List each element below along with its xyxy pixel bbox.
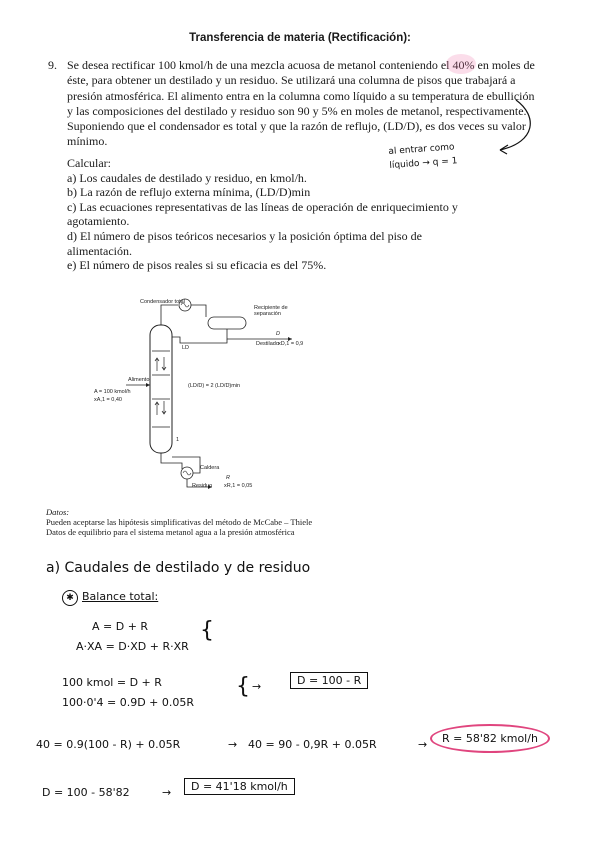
- result-oval: R = 58'82 kmol/h: [430, 724, 550, 753]
- distillate-label: Destilado: [256, 341, 279, 347]
- problem-line: presión atmosférica. El alimento entra en la columna como líquido a su temperatura de ebullición: [67, 88, 535, 103]
- problem-line: éste, para obtener un destilado y un residuo. Se utilizará una columna de pisos que trabajará a: [67, 73, 516, 88]
- column-diagram: [32, 287, 372, 542]
- margin-note-line: líquido → q = 1: [389, 156, 458, 171]
- equation: 40 = 90 - 0,9R + 0.05R: [248, 738, 377, 751]
- condenser-label: Condensador total: [140, 299, 185, 305]
- equation: 100 kmol = D + R: [62, 676, 162, 689]
- arrow-mark: →: [162, 786, 172, 799]
- page-title: Transferencia de materia (Rectificación):: [189, 32, 411, 44]
- problem-line: y las composiciones del destilado y residuo son 90 y 5% en moles de metanol, respectivamente.: [67, 103, 527, 118]
- equation: A = D + R: [92, 620, 149, 633]
- arrow-mark: →: [252, 680, 262, 693]
- arrow-mark: →: [418, 738, 428, 751]
- balance-heading-text: Balance total:: [82, 590, 159, 603]
- problem-line: Suponiendo que el condensador es total y que la razón de reflujo, (LD/D), es dos veces su valor: [67, 119, 526, 134]
- equation: 40 = 0.9(100 - R) + 0.05R: [36, 738, 181, 751]
- reboiler-label: Caldera: [200, 465, 220, 471]
- data-note-line: Datos de equilibrio para el sistema metanol agua a la presión atmosférica: [46, 527, 295, 537]
- equation: A·XA = D·XD + R·XR: [76, 640, 189, 653]
- highlight-mark: [446, 54, 476, 74]
- list-item: agotamiento.: [67, 214, 130, 229]
- balance-heading: [62, 590, 158, 606]
- calculate-list: [67, 156, 507, 273]
- calculate-heading: Calcular:: [67, 156, 111, 170]
- list-item: a) Los caudales de destilado y residuo, en kmol/h.: [67, 170, 307, 185]
- brace-mark: {: [200, 618, 214, 643]
- feed-composition-label: xA,1 = 0,40: [94, 397, 122, 403]
- arrow-mark: →: [228, 738, 238, 751]
- problem-line: Se desea rectificar 100 kmol/h de una mezcla acuosa de metanol conteniendo el 40% en moles de: [67, 58, 535, 72]
- distillation-column-drawing: [32, 287, 372, 507]
- margin-note-line: al entrar como: [388, 142, 455, 157]
- result-box: D = 41'18 kmol/h: [184, 778, 295, 795]
- data-note: [46, 507, 312, 537]
- problem-line: mínimo.: [67, 134, 108, 149]
- list-item: d) El número de pisos teóricos necesarios y la posición óptima del piso de: [67, 228, 422, 243]
- equation: 100·0'4 = 0.9D + 0.05R: [62, 696, 195, 709]
- equation: D = 100 - 58'82: [42, 786, 130, 799]
- data-note-line: Pueden aceptarse las hipótesis simplificativas del método de McCabe – Thiele: [46, 517, 313, 527]
- r-label: R: [226, 475, 230, 481]
- feed-flow-label: A = 100 kmol/h: [94, 389, 131, 395]
- part-a-heading: a) Caudales de destilado y de residuo: [46, 560, 311, 576]
- star-icon: ✱: [62, 590, 78, 606]
- list-item: b) La razón de reflujo externa mínima, (LD/D)min: [67, 185, 311, 200]
- problem-number: 9.: [48, 58, 57, 72]
- receiver-label: Recipiente de separación: [254, 305, 288, 317]
- data-note-title: Datos:: [46, 507, 70, 517]
- xd-label: xD,1 = 0,9: [278, 341, 304, 347]
- d-label: D: [276, 331, 280, 337]
- feed-label: Alimento: [128, 377, 150, 383]
- list-item: c) Las ecuaciones representativas de las líneas de operación de enriquecimiento y: [67, 199, 458, 214]
- stage-one-label: 1: [176, 437, 180, 443]
- ld-label: LD: [182, 345, 190, 351]
- result-box: D = 100 - R: [290, 672, 368, 689]
- reflux-ratio-label: (LD/D) = 2 (LD/D)min: [188, 383, 241, 389]
- brace-mark: {: [236, 674, 250, 699]
- list-item: e) El número de pisos reales si su eficacia es del 75%.: [67, 258, 327, 273]
- list-item: alimentación.: [67, 243, 132, 258]
- xr-label: xR,1 = 0,05: [224, 483, 253, 489]
- residue-label: Residuo: [192, 483, 213, 489]
